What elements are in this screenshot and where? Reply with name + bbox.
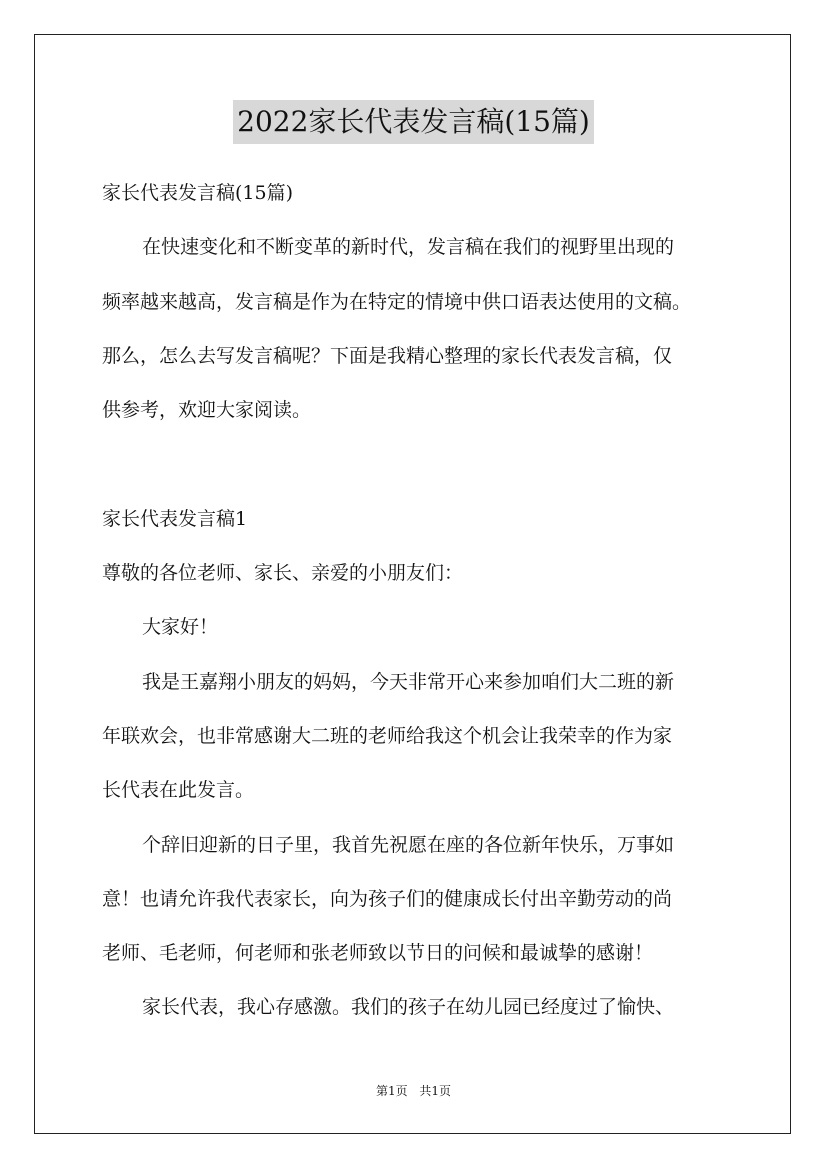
page-total: 共1页 [419, 1084, 452, 1098]
paragraph-line: 长代表在此发言。 [102, 779, 255, 802]
intro-line: 在快速变化和不断变革的新时代，发言稿在我们的视野里出现的 [142, 236, 675, 259]
document-body [102, 166, 730, 1035]
page-footer [0, 1082, 827, 1100]
document-title-wrapper [0, 100, 827, 144]
intro-line: 供参考，欢迎大家阅读。 [102, 399, 312, 422]
salutation: 尊敬的各位老师、家长、亲爱的小朋友们： [102, 562, 464, 585]
paragraph-line: 意！也请允许我代表家长，向为孩子们的健康成长付出辛勤劳动的尚 [102, 887, 673, 910]
paragraph-line: 老师、毛老师，何老师和张老师致以节日的问候和最诚挚的感谢！ [102, 942, 654, 965]
intro-line: 频率越来越高，发言稿是作为在特定的情境中供口语表达使用的文稿。 [102, 290, 692, 313]
document-title: 2022家长代表发言稿(15篇) [233, 100, 594, 144]
paragraph-line: 年联欢会，也非常感谢大二班的老师给我这个机会让我荣幸的作为家 [102, 724, 673, 747]
spacer [102, 437, 730, 491]
document-subtitle: 家长代表发言稿(15篇) [102, 182, 294, 204]
paragraph-line: 个辞旧迎新的日子里，我首先祝愿在座的各位新年快乐，万事如 [142, 833, 675, 856]
page-number: 第1页 [375, 1084, 408, 1098]
paragraph-line: 我是王嘉翔小朋友的妈妈，今天非常开心来参加咱们大二班的新 [142, 670, 675, 693]
intro-line: 那么，怎么去写发言稿呢？下面是我精心整理的家长代表发言稿，仅 [102, 344, 673, 367]
paragraph-line: 家长代表，我心存感激。我们的孩子在幼儿园已经度过了愉快、 [142, 996, 675, 1019]
section-heading: 家长代表发言稿1 [102, 507, 248, 530]
greeting: 大家好！ [142, 616, 219, 639]
